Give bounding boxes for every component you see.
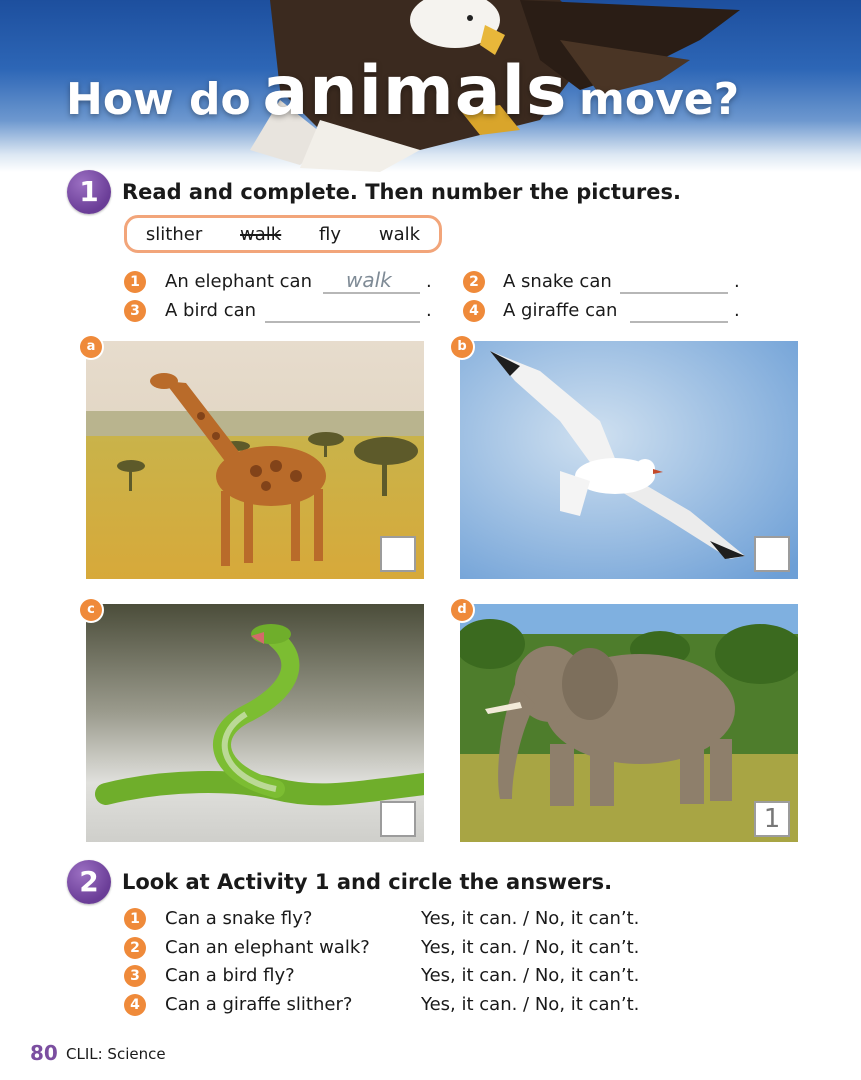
answer-text: walk bbox=[346, 268, 392, 292]
page-title bbox=[66, 52, 806, 131]
elephant-photo bbox=[460, 604, 798, 842]
question-number: 2 bbox=[124, 937, 146, 959]
number-answer-box-d[interactable]: 1 bbox=[754, 801, 790, 837]
title-part1: How do bbox=[66, 74, 251, 125]
sentence-period: . bbox=[426, 271, 432, 292]
word-bank-item: slither bbox=[145, 223, 203, 245]
sentence-number: 4 bbox=[463, 300, 485, 322]
title-part3: move? bbox=[579, 74, 740, 125]
sentence-period: . bbox=[426, 300, 432, 321]
question-text: Can a snake fly? bbox=[165, 908, 313, 929]
snake-photo bbox=[86, 604, 424, 842]
title-part2: animals bbox=[262, 52, 568, 131]
snake-icon bbox=[86, 604, 424, 842]
sentence-period: . bbox=[734, 271, 740, 292]
number-answer-box-b[interactable] bbox=[754, 536, 790, 572]
question-text: Can a bird fly? bbox=[165, 965, 295, 986]
question-number: 4 bbox=[124, 994, 146, 1016]
header-banner bbox=[0, 0, 861, 172]
word-bank-item: walk bbox=[378, 223, 421, 245]
sentence-text: A snake can bbox=[503, 271, 612, 292]
footer-label: CLIL: Science bbox=[66, 1045, 166, 1063]
sentence-number: 3 bbox=[124, 300, 146, 322]
bird-photo bbox=[460, 341, 798, 579]
question-text: Can an elephant walk? bbox=[165, 937, 370, 958]
activity2-instruction-part1: Look at Activity bbox=[122, 870, 308, 894]
number-answer-box-a[interactable] bbox=[380, 536, 416, 572]
picture-letter-a: a bbox=[80, 336, 102, 358]
giraffe-photo bbox=[86, 341, 424, 579]
number-answer-box-c[interactable] bbox=[380, 801, 416, 837]
question-number: 1 bbox=[124, 908, 146, 930]
answer-options[interactable]: Yes, it can. / No, it can’t. bbox=[421, 965, 640, 986]
activity1-instruction: Read and complete. Then number the pictures. bbox=[122, 180, 681, 204]
word-bank-item-crossed: walk bbox=[240, 223, 282, 245]
picture-letter-b: b bbox=[451, 336, 473, 358]
sentence-period: . bbox=[734, 300, 740, 321]
answer-blank[interactable] bbox=[630, 297, 728, 323]
activity2-instruction-ref: 1 bbox=[314, 870, 330, 894]
elephant-icon bbox=[460, 604, 798, 842]
question-number: 3 bbox=[124, 965, 146, 987]
answer-options[interactable]: Yes, it can. / No, it can’t. bbox=[421, 994, 640, 1015]
question-text: Can a giraffe slither? bbox=[165, 994, 353, 1015]
sentence-number: 1 bbox=[124, 271, 146, 293]
page-number: 80 bbox=[30, 1041, 58, 1065]
activity2-instruction bbox=[122, 870, 612, 894]
word-bank-item: fly bbox=[319, 223, 342, 245]
activity2-instruction-part2: and circle the answers. bbox=[336, 870, 613, 894]
answer-blank[interactable] bbox=[620, 268, 728, 294]
sentence-number: 2 bbox=[463, 271, 485, 293]
sentence-text: A giraffe can bbox=[503, 300, 618, 321]
picture-letter-d: d bbox=[451, 599, 473, 621]
answer-blank[interactable] bbox=[265, 297, 420, 323]
word-bank bbox=[124, 215, 442, 253]
bird-icon bbox=[460, 341, 798, 579]
giraffe-icon bbox=[86, 341, 424, 579]
picture-letter-c: c bbox=[80, 599, 102, 621]
sentence-text: A bird can bbox=[165, 300, 257, 321]
activity2-number-badge: 2 bbox=[67, 860, 111, 904]
answer-options[interactable]: Yes, it can. / No, it can’t. bbox=[421, 908, 640, 929]
sentence-text: An elephant can bbox=[165, 271, 312, 292]
answer-options[interactable]: Yes, it can. / No, it can’t. bbox=[421, 937, 640, 958]
activity1-number-badge: 1 bbox=[67, 170, 111, 214]
